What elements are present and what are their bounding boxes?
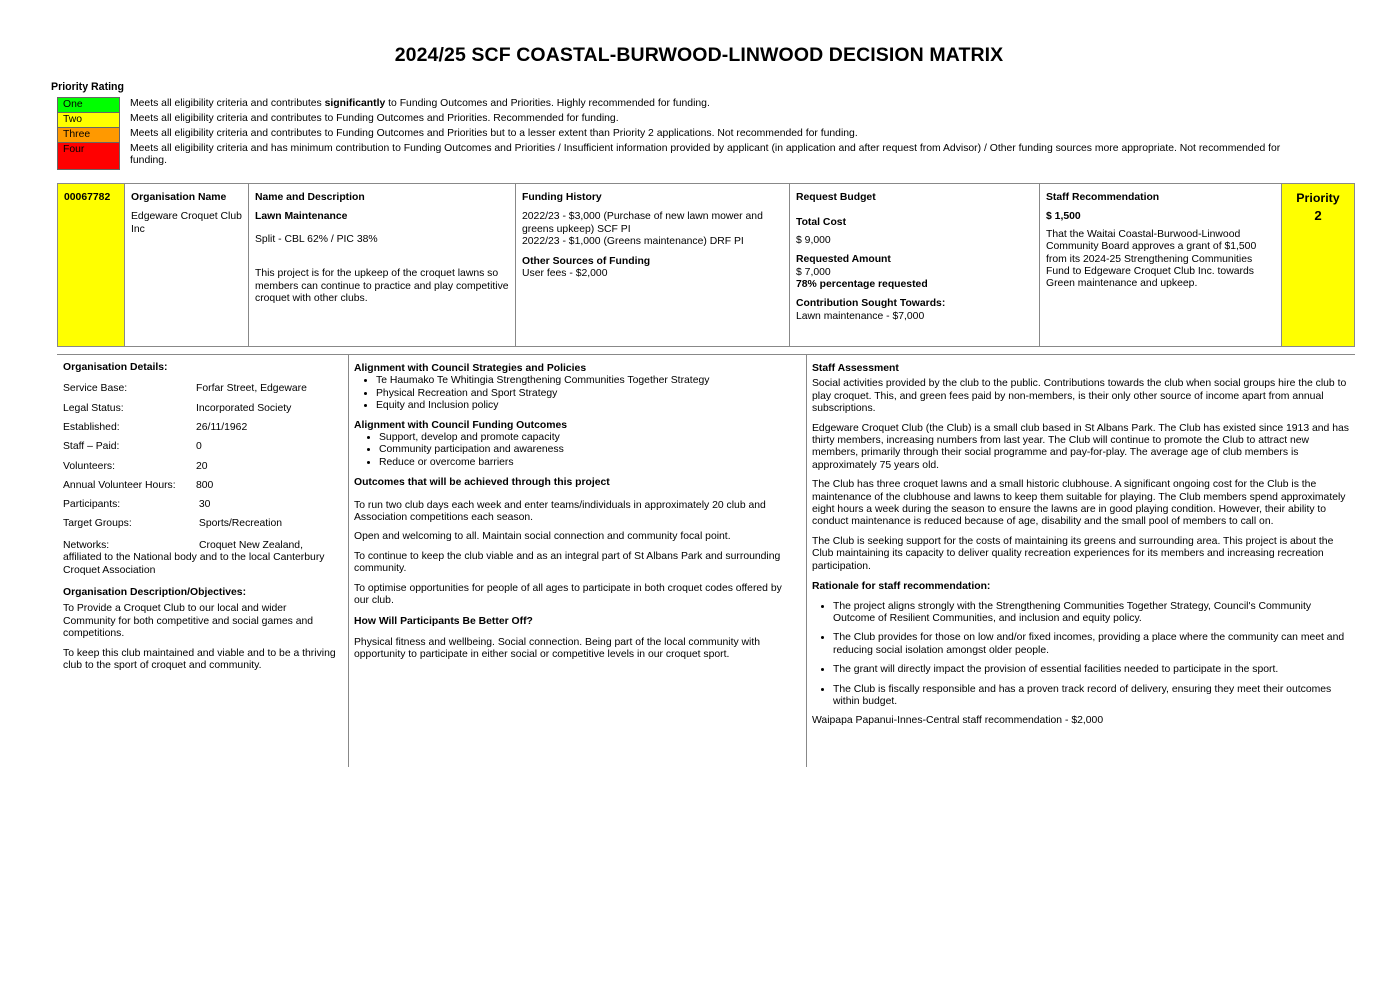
organisation-name-heading: Organisation Name [131, 192, 227, 203]
outcomes-heading: Alignment with Council Funding Outcomes [354, 419, 567, 431]
priority-swatch-four: Four [57, 142, 120, 170]
decision-matrix-row [57, 183, 1355, 347]
strategies-list [354, 375, 794, 412]
project-description: This project is for the upkeep of the croquet lawns so members can continue to practice and play competitive croquet with other clubs. [255, 268, 509, 305]
organisation-details-section [63, 362, 341, 672]
priority-cell [1282, 184, 1354, 346]
percentage-requested: 78% percentage requested [796, 279, 928, 291]
funding-split: Split - CBL 62% / PIC 38% [255, 233, 378, 245]
list-item: • Support, develop and promote capacity [379, 432, 794, 444]
priority-desc-one: Meets all eligibility criteria and contributes significantly to Funding Outcomes and Priorities. Highly recommended for funding. [130, 98, 710, 109]
assessment-paragraph: Social activities provided by the club to the public. Contributions towards the club when social groups hire the club to play croquet. This, and green fees paid by non-members, is their only other source of income apart from annual subscriptions. [812, 378, 1347, 415]
column-divider [806, 355, 807, 767]
funding-history-item: 2022/23 - $3,000 (Purchase of new lawn mower and greens upkeep) SCF PI [522, 211, 763, 235]
priority-label: Priority [1296, 191, 1340, 205]
application-id: 00067782 [58, 184, 125, 346]
column-divider [348, 355, 349, 767]
other-board-recommendation: Waipapa Papanui-Innes-Central staff recommendation - $2,000 [812, 715, 1104, 727]
project-name: Lawn Maintenance [255, 211, 348, 223]
achieved-paragraph: To optimise opportunities for people of all ages to participate in both croquet codes offered by our club. [354, 582, 782, 607]
priority-rating-heading: Priority Rating [51, 81, 124, 93]
detail-row: Target Groups: Sports/Recreation [63, 518, 283, 530]
total-cost-label: Total Cost [796, 217, 847, 229]
objective-paragraph: To keep this club maintained and viable and to be a thriving club to the sport of croquet and community. [63, 647, 336, 672]
section-divider [57, 354, 1355, 355]
detail-row: Participants: 30 [63, 499, 211, 511]
priority-row-four [57, 142, 1317, 170]
priority-row-three [57, 127, 1317, 142]
detail-row: Staff – Paid: 0 [63, 441, 202, 453]
other-sources: User fees - $2,000 [522, 268, 608, 280]
organisation-cell [125, 184, 249, 346]
achieved-paragraph: Open and welcoming to all. Maintain social connection and community focal point. [354, 531, 731, 543]
requested-amount-label: Requested Amount [796, 254, 891, 266]
name-description-heading: Name and Description [255, 192, 365, 203]
staff-recommendation-heading: Staff Recommendation [1046, 192, 1160, 203]
organisation-name: Edgeware Croquet Club Inc [131, 211, 242, 235]
requested-amount: $ 7,000 [796, 266, 831, 278]
list-item: • Te Haumako Te Whitingia Strengthening Communities Together Strategy [376, 375, 794, 387]
funding-history-item: 2022/23 - $1,000 (Greens maintenance) DRF PI [522, 236, 744, 248]
priority-rating-legend [57, 97, 1317, 170]
objective-paragraph: To Provide a Croquet Club to our local and wider Community for both competitive and social games and competitions. [63, 603, 314, 640]
better-off-paragraph: Physical fitness and wellbeing. Social connection. Being part of the local community with opportunity to participate in either social or competitive levels in our croquet sport. [354, 636, 761, 661]
assessment-paragraph: The Club has three croquet lawns and a small historic clubhouse. A significant ongoing cost for the Club is the maintenance of the clubhouse and lawns to keep them suitable for playing. The Club members spend approximately eight hours a week during the season to ensure the lawns are in good playing condition. However, their ability to conduct maintenance is reduced because of age, disability and the small pool of members to call on. [812, 479, 1346, 528]
priority-row-one [57, 97, 1317, 112]
better-off-heading: How Will Participants Be Better Off? [354, 615, 533, 627]
list-item: • Equity and Inclusion policy [376, 400, 794, 412]
total-cost: $ 9,000 [796, 234, 831, 246]
achieved-heading: Outcomes that will be achieved through this project [354, 477, 610, 489]
staff-assessment-heading: Staff Assessment [812, 363, 899, 374]
list-item: • Physical Recreation and Sport Strategy [376, 388, 794, 400]
objectives-heading: Organisation Description/Objectives: [63, 587, 247, 598]
organisation-details-heading: Organisation Details: [63, 362, 168, 373]
other-sources-heading: Other Sources of Funding [522, 255, 651, 267]
contribution-sought: Lawn maintenance - $7,000 [796, 310, 925, 322]
priority-value: 2 [1314, 208, 1322, 223]
priority-row-two [57, 112, 1317, 127]
priority-desc-two: Meets all eligibility criteria and contributes to Funding Outcomes and Priorities. Recommended for funding. [130, 113, 619, 124]
outcomes-list [354, 432, 794, 469]
staff-recommendation-text: That the Waitai Coastal-Burwood-Linwood Community Board approves a grant of $1,500 from its 2024-25 Strengthening Communities Fund to Edgeware Croquet Club Inc. towards Green maintenance and upkeep. [1046, 228, 1257, 290]
priority-desc-four: Meets all eligibility criteria and has minimum contribution to Funding Outcomes and Priorities / Insufficient information provided by applicant (in application and after request from Advisor) / Other funding sources more appropriate. Not recommended for funding. [130, 143, 1281, 167]
detail-row: Service Base: Forfar Street, Edgeware [63, 383, 307, 395]
detail-row: Legal Status: Incorporated Society [63, 402, 292, 414]
staff-assessment-section [812, 362, 1350, 728]
list-item: • The grant will directly impact the provision of essential facilities needed to participate in the sport. [833, 664, 1350, 676]
list-item: • Community participation and awareness [379, 444, 794, 456]
detail-row: Volunteers: 20 [63, 460, 208, 472]
achieved-paragraph: To continue to keep the club viable and as an integral part of St Albans Park and surrounding community. [354, 550, 781, 575]
priority-swatch-two: Two [57, 112, 120, 127]
name-description-cell [249, 184, 516, 346]
detail-row: Annual Volunteer Hours: 800 [63, 479, 214, 491]
staff-recommendation-cell [1040, 184, 1282, 346]
strategies-heading: Alignment with Council Strategies and Policies [354, 363, 587, 374]
list-item: • Reduce or overcome barriers [379, 457, 794, 469]
page-title: 2024/25 SCF COASTAL-BURWOOD-LINWOOD DECISION MATRIX [394, 44, 1004, 66]
contribution-label: Contribution Sought Towards: [796, 298, 946, 310]
list-item: • The Club is fiscally responsible and has a proven track record of delivery, ensuring they meet their outcomes within budget. [833, 684, 1350, 709]
funding-history-cell [516, 184, 790, 346]
detail-row: Established: 26/11/1962 [63, 422, 248, 433]
networks: Networks: Croquet New Zealand, affiliated to the National body and to the local Canterbury Croquet Association [63, 539, 325, 576]
achieved-paragraph: To run two club days each week and enter teams/individuals in approximately 20 club and Association competitions each season. [354, 499, 766, 524]
staff-recommended-amount: $ 1,500 [1046, 211, 1081, 223]
rationale-heading: Rationale for staff recommendation: [812, 581, 991, 593]
priority-desc-three: Meets all eligibility criteria and contributes to Funding Outcomes and Priorities but to a lesser extent than Priority 2 applications. Not recommended for funding. [130, 128, 858, 139]
priority-swatch-three: Three [57, 127, 120, 142]
request-budget-cell [790, 184, 1040, 346]
priority-swatch-one: One [57, 97, 120, 112]
alignment-section [354, 362, 794, 662]
request-budget-heading: Request Budget [796, 192, 876, 203]
funding-history-heading: Funding History [522, 192, 602, 203]
rationale-list [812, 601, 1350, 709]
list-item: • The Club provides for those on low and/or fixed incomes, providing a place where the community can meet and reducing social isolation amongst older people. [833, 632, 1350, 657]
assessment-paragraph: The Club is seeking support for the costs of maintaining its greens and surrounding area. This project is about the Club maintaining its capacity to deliver quality recreation experiences for its members and increasing recreation participation. [812, 535, 1334, 572]
assessment-paragraph: Edgeware Croquet Club (the Club) is a small club based in St Albans Park. The Club has existed since 1913 and has thirty members, increasing numbers from last year. The Club will continue to promote the Club to attract new members, primarily through their social programme and pay-for-play. The average age of club members is approximately 75 years old. [812, 422, 1349, 471]
list-item: • The project aligns strongly with the Strengthening Communities Together Strategy, Council's Community Outcome of Resilient Communities, and inclusion and equity policy. [833, 601, 1350, 626]
